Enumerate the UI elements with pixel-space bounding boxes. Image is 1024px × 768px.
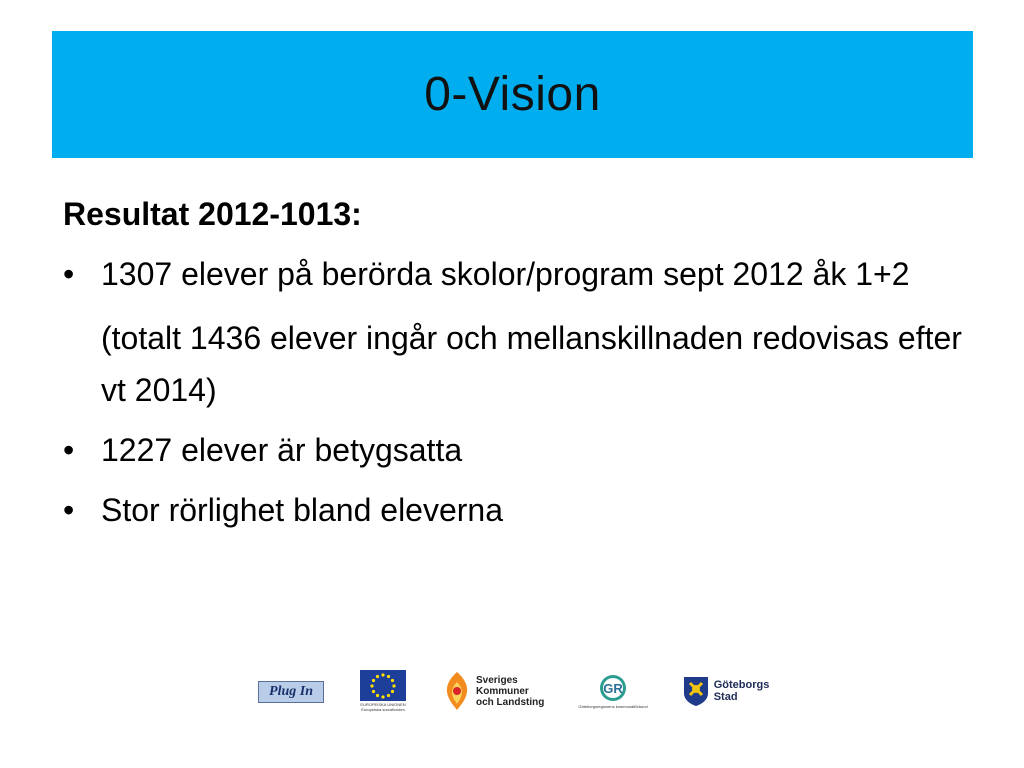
skl-wordmark: Sveriges Kommuner och Landsting	[476, 674, 545, 708]
partner-logos	[258, 668, 803, 714]
bullet-text: Stor rörlighet bland eleverna	[101, 492, 504, 528]
bullet-note: (totalt 1436 elever ingår och mellanskillnaden redovisas efter vt 2014)	[101, 320, 962, 408]
bullet-symbol: •	[63, 432, 75, 468]
eu-flag-icon	[360, 670, 406, 701]
skl-logo	[442, 670, 544, 712]
content-heading: Resultat 2012-1013:	[63, 196, 362, 232]
bullet-symbol: •	[63, 256, 75, 292]
bullet-item	[63, 424, 963, 476]
bullet-symbol: •	[63, 492, 75, 528]
goteborg-coat-of-arms-icon	[682, 675, 710, 707]
eu-logo	[358, 670, 408, 712]
gr-caption: Göteborgsregionens kommunalförbund	[578, 704, 648, 709]
bullet-item	[63, 248, 963, 300]
eu-caption: EUROPEISKA UNIONEN Europeiska socialfonden	[360, 702, 406, 712]
goteborg-wordmark: Göteborgs Stad	[713, 679, 770, 703]
title-banner	[52, 31, 973, 158]
slide-content	[63, 188, 963, 536]
bullet-text: 1227 elever är betygsatta	[101, 432, 463, 468]
slide-title: 0-Vision	[424, 68, 601, 121]
gr-logo	[578, 673, 647, 709]
bullet-item	[63, 484, 963, 536]
gr-mark: GR	[603, 681, 623, 696]
bullet-text: 1307 elever på berörda skolor/program sept 2012 åk 1+2	[101, 256, 910, 292]
plugin-logo-label: Plug In	[258, 681, 324, 703]
gr-emblem-icon	[596, 673, 630, 703]
skl-flame-icon	[442, 670, 472, 712]
plugin-logo	[258, 679, 324, 703]
goteborg-logo	[682, 675, 770, 707]
